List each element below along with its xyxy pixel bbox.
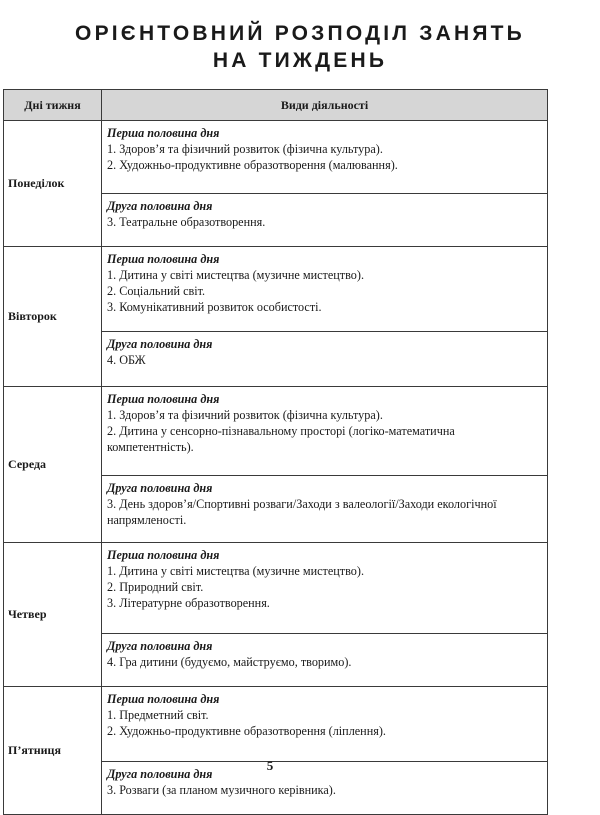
weekly-schedule-table [3, 89, 548, 815]
first-half-cell [102, 543, 548, 634]
activity-item: 1. Здоров’я та фізичний розвиток (фізична культура). [107, 408, 383, 422]
second-half-title: Друга половина дня [107, 481, 213, 495]
activity-item: 2. Дитина у сенсорно-пізнавальному просторі (логіко-математична компетентність). [107, 424, 455, 454]
first-half-cell [102, 247, 548, 332]
second-half-title: Друга половина дня [107, 639, 213, 653]
second-half-title: Друга половина дня [107, 337, 213, 351]
header-days: Дні тижня [4, 90, 102, 121]
table-header-row [4, 90, 548, 121]
second-half-cell [102, 194, 548, 247]
day-name: П’ятниця [4, 687, 102, 815]
first-half-cell [102, 387, 548, 476]
table-row [4, 543, 548, 634]
title-line-1: ОРІЄНТОВНИЙ РОЗПОДІЛ ЗАНЯТЬ [75, 22, 525, 45]
day-name: Вівторок [4, 247, 102, 387]
activity-item: 1. Предметний світ. [107, 708, 209, 722]
activity-item: 1. Дитина у світі мистецтва (музичне мистецтво). [107, 268, 364, 282]
page-title [0, 20, 600, 74]
first-half-title: Перша половина дня [107, 392, 220, 406]
second-half-cell [102, 634, 548, 687]
day-name: Понеділок [4, 121, 102, 247]
first-half-cell [102, 121, 548, 194]
activity-item: 1. Дитина у світі мистецтва (музичне мистецтво). [107, 564, 364, 578]
activity-item: 4. Гра дитини (будуємо, майструємо, творимо). [107, 655, 352, 669]
activity-item: 3. Комунікативний розвиток особистості. [107, 300, 322, 314]
table-row [4, 121, 548, 194]
table-row [4, 687, 548, 762]
first-half-title: Перша половина дня [107, 126, 220, 140]
day-name: Середа [4, 387, 102, 543]
activity-item: 2. Художньо-продуктивне образотворення (ліплення). [107, 724, 386, 738]
second-half-title: Друга половина дня [107, 767, 213, 781]
activity-item: 3. Літературне образотворення. [107, 596, 270, 610]
first-half-cell [102, 687, 548, 762]
first-half-title: Перша половина дня [107, 252, 220, 266]
activity-item: 2. Природний світ. [107, 580, 204, 594]
table-row [4, 247, 548, 332]
activity-item: 3. Театральне образотворення. [107, 215, 266, 229]
first-half-title: Перша половина дня [107, 692, 220, 706]
second-half-cell [102, 476, 548, 543]
first-half-title: Перша половина дня [107, 548, 220, 562]
activity-item: 3. Розваги (за планом музичного керівника). [107, 783, 336, 797]
activity-item: 3. День здоров’я/Спортивні розваги/Заходи з валеології/Заходи екологічної напрямленості. [107, 497, 497, 527]
table-body [4, 121, 548, 815]
activity-item: 2. Соціальний світ. [107, 284, 206, 298]
day-name: Четвер [4, 543, 102, 687]
header-activities: Види діяльності [102, 90, 548, 121]
activity-item: 1. Здоров’я та фізичний розвиток (фізична культура). [107, 142, 383, 156]
table-row [4, 387, 548, 476]
activity-item: 2. Художньо-продуктивне образотворення (малювання). [107, 158, 398, 172]
activity-item: 4. ОБЖ [107, 353, 146, 367]
second-half-title: Друга половина дня [107, 199, 213, 213]
page-number: 5 [266, 758, 274, 773]
second-half-cell [102, 332, 548, 387]
title-line-2: НА ТИЖДЕНЬ [212, 49, 388, 72]
